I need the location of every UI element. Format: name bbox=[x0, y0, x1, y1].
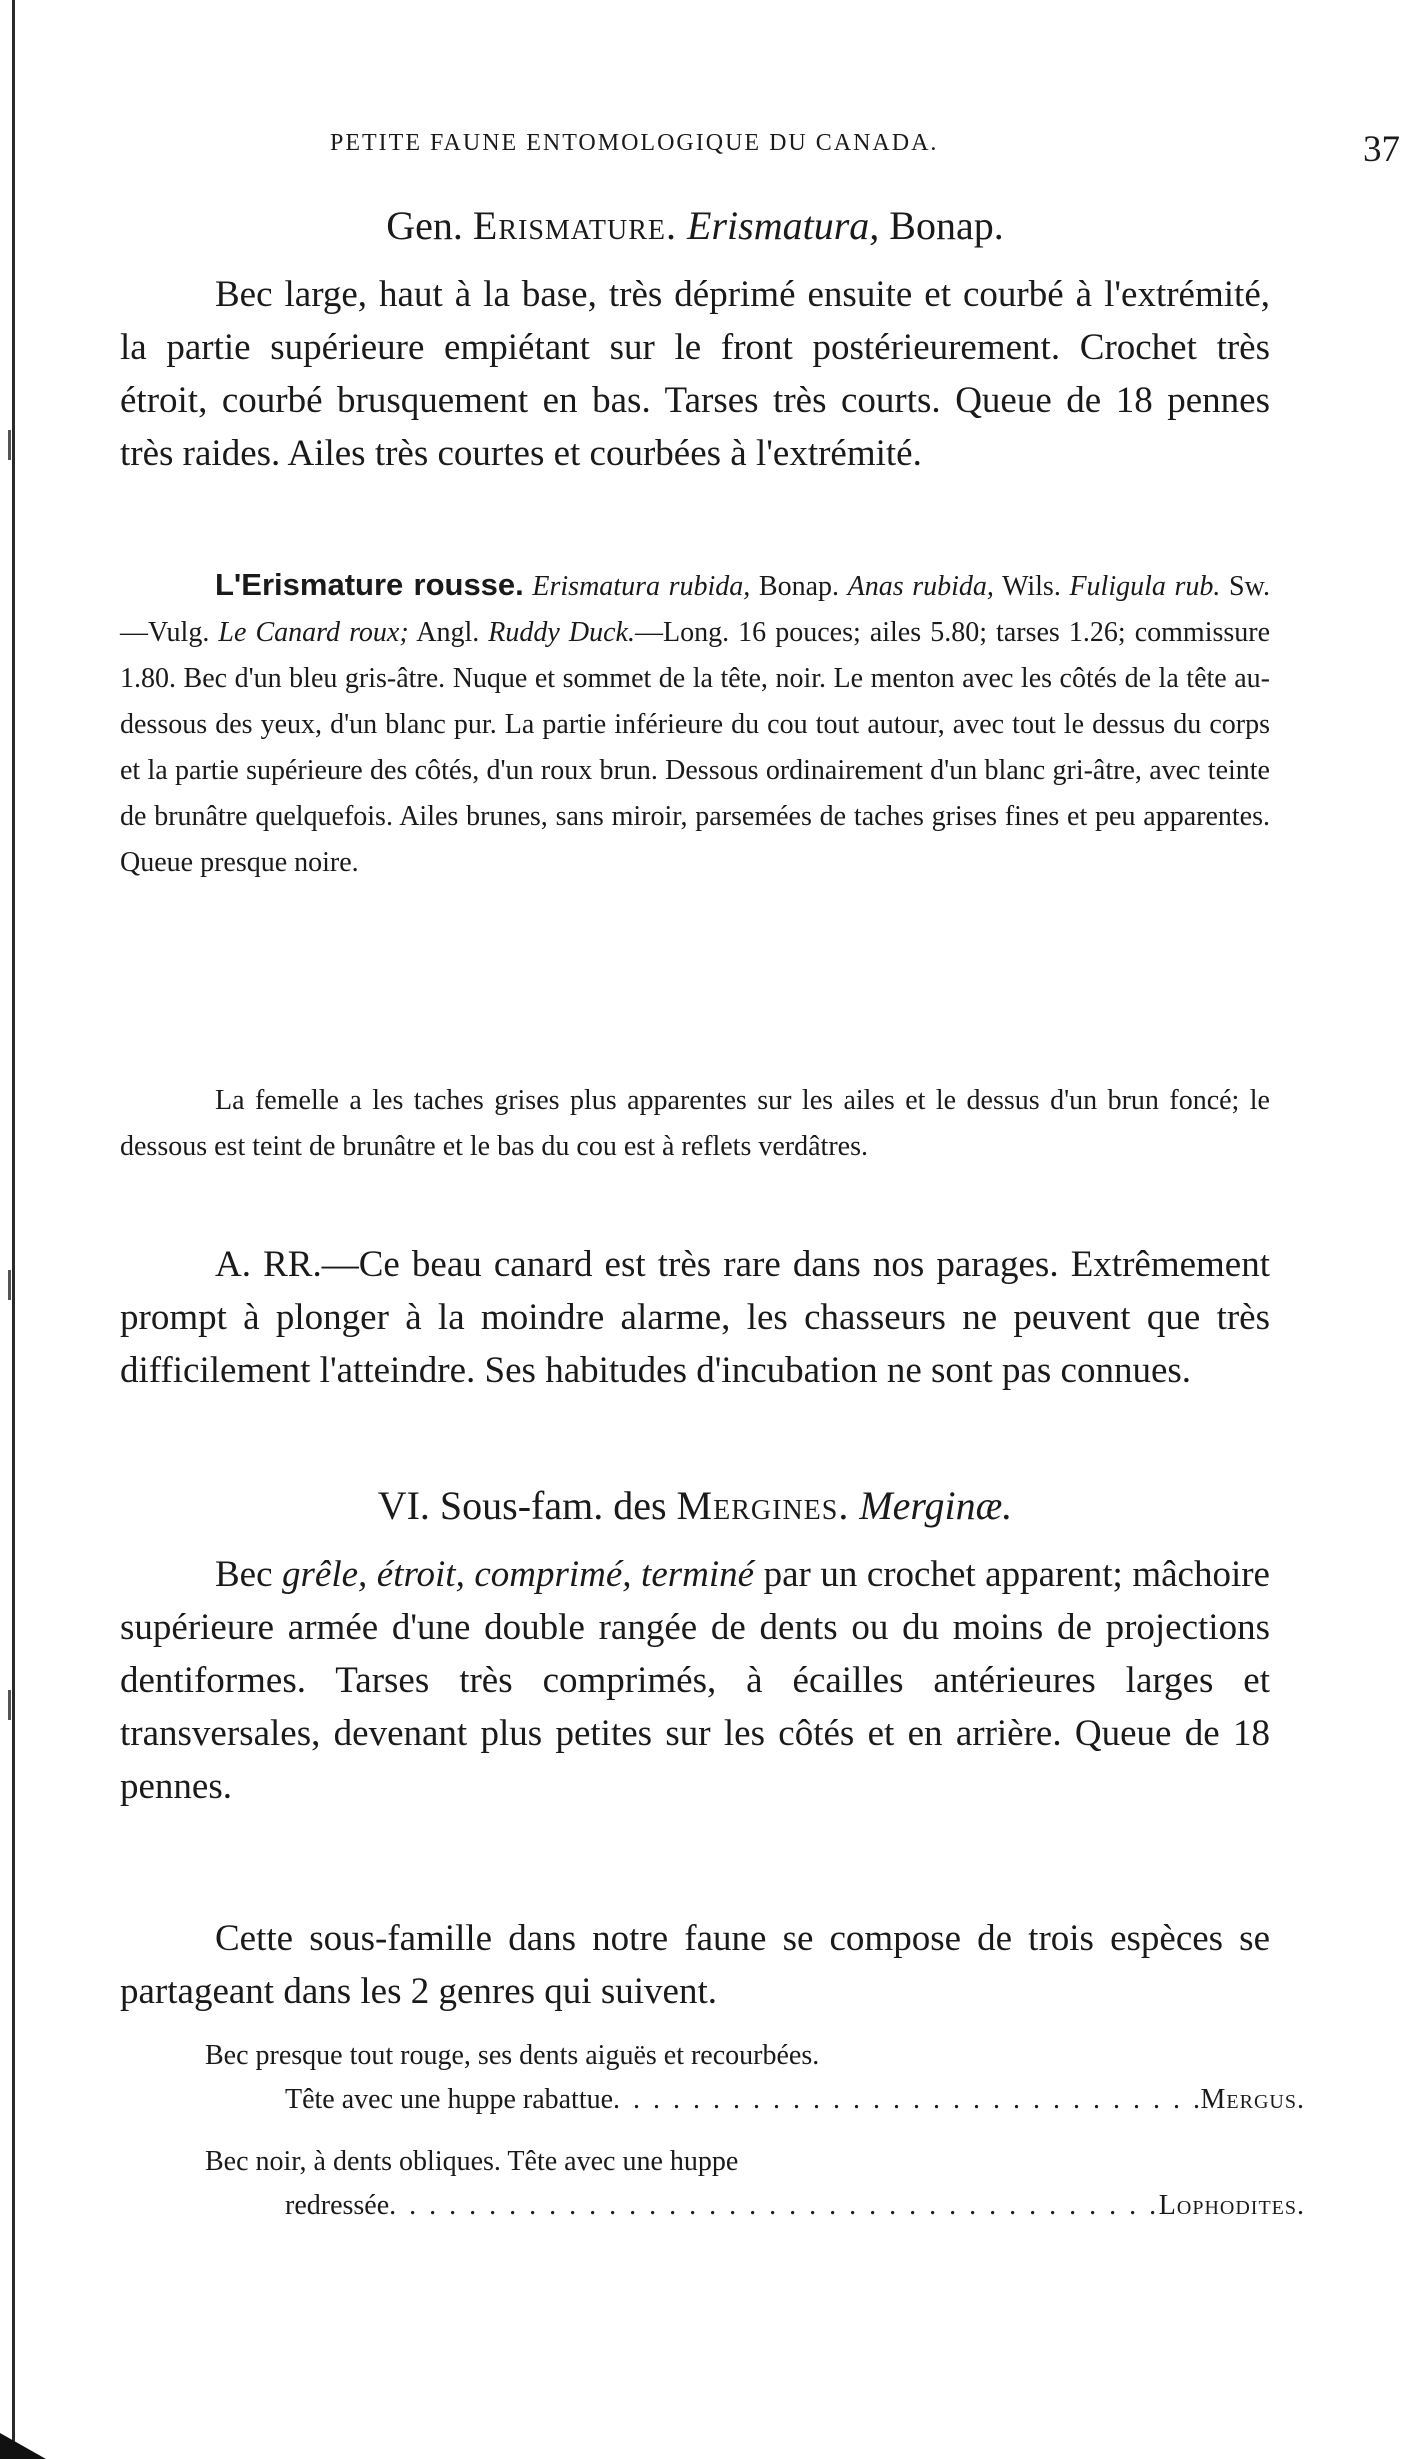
key-genus-mergus: Mergus. bbox=[1200, 2084, 1305, 2115]
edge-tick bbox=[8, 1270, 11, 1300]
page-number: 37 bbox=[1363, 129, 1400, 170]
species-text-f: Sw.—Vulg. bbox=[120, 571, 1271, 648]
species-text-h: Angl. bbox=[416, 617, 480, 648]
leader-dots bbox=[613, 2078, 1200, 2122]
subfamily-desc-a: Bec bbox=[215, 1554, 273, 1595]
rarity-note: A. RR.—Ce beau canard est très rare dans nos parages. Extrêmement prompt à plonger à la moindre alarme, les chasseurs ne peuvent que très difficilement l'atteindre. Ses habitudes d'incubation ne sont pas connues. bbox=[120, 1244, 1270, 1391]
key-line2-row bbox=[205, 2184, 1305, 2228]
running-title: PETITE FAUNE ENTOMOLOGIQUE DU CANADA. bbox=[330, 130, 939, 156]
genus-name: Erismature. bbox=[472, 203, 678, 248]
edge-tick bbox=[8, 430, 11, 460]
species-description bbox=[120, 562, 1270, 886]
species-text-a: Erismatura rubida, bbox=[532, 571, 751, 602]
genus-heading bbox=[120, 202, 1270, 249]
subfamily-prefix: VI. Sous-fam. des bbox=[377, 1483, 667, 1528]
species-text-j: —Long. 16 pouces; ailes 5.80; tarses 1.26; commissure 1.80. Bec d'un bleu gris-âtre. Nuque et sommet de la tête, noir. Le menton avec les côtés de la tête au-dessous des yeux, d'un blanc pur. La partie inférieure du cou tout autour, avec tout le dessus du corps et la partie supérieure des côtés, d'un roux brun. Dessous ordinairement d'un blanc gri-âtre, avec teinte de brunâtre quelquefois. Ailes brunes, sans miroir, parsemées de taches grises fines et peu apparentes. Queue presque noire. bbox=[120, 617, 1271, 878]
species-text-b: Bonap. bbox=[758, 571, 840, 602]
subfamily-desc-c: par un crochet apparent; mâchoire supérieure armée d'une double rangée de dents ou du moins de projections dentiformes. Tarses très comprimés, à écailles antérieures larges et transversales, devenant plus petites sur les côtés et en arrière. Queue de 18 pennes. bbox=[120, 1554, 1270, 1807]
key-line1-lead: Bec presque tout rouge, ses dents aiguës et recourbées. bbox=[205, 2040, 820, 2071]
subfamily-name: Mergines. bbox=[676, 1483, 850, 1528]
corner-mark bbox=[0, 2433, 46, 2459]
key-line2-lead: Bec noir, à dents obliques. Tête avec une huppe bbox=[205, 2146, 739, 2177]
species-text-g: Le Canard roux; bbox=[218, 617, 409, 648]
species-text-c: Anas rubida, bbox=[847, 571, 994, 602]
genus-key bbox=[205, 2034, 1305, 2228]
subfamily-description bbox=[120, 1548, 1270, 1813]
species-text-i: Ruddy Duck. bbox=[488, 617, 635, 648]
key-genus-lophodites: Lophodites. bbox=[1158, 2190, 1305, 2221]
key-line1-row bbox=[205, 2078, 1305, 2122]
species-text-d: Wils. bbox=[1002, 571, 1061, 602]
key-line2-text: redressée bbox=[285, 2190, 390, 2221]
subfamily-composition: Cette sous-famille dans notre faune se compose de trois espèces se partageant dans les 2 genres qui suivent. bbox=[120, 1918, 1270, 2012]
species-name: L'Erismature rousse. bbox=[215, 567, 524, 602]
subfamily-heading bbox=[120, 1482, 1270, 1529]
subfamily-desc-b: grêle, étroit, comprimé, terminé bbox=[282, 1554, 755, 1595]
edge-tick bbox=[8, 1690, 11, 1720]
genus-description: Bec large, haut à la base, très déprimé ensuite et courbé à l'extrémité, la partie supérieure empiétant sur le front postérieurement. Crochet très étroit, courbé brusquement en bas. Tarses très courts. Queue de 18 pennes très raides. Ailes très courtes et courbées à l'extrémité. bbox=[120, 274, 1270, 474]
subfamily-latin: Merginæ. bbox=[859, 1483, 1013, 1528]
key-line1-text: Tête avec une huppe rabattue bbox=[285, 2084, 614, 2115]
female-note: La femelle a les taches grises plus apparentes sur les ailes et le dessus d'un brun foncé; le dessous est teint de brunâtre et le bas du cou est à reflets verdâtres. bbox=[120, 1085, 1270, 1162]
species-text-e: Fuligula rub. bbox=[1069, 571, 1221, 602]
genus-prefix: Gen. bbox=[386, 203, 463, 248]
genus-author: Bonap. bbox=[889, 203, 1004, 248]
page-edge-line bbox=[12, 0, 15, 2459]
genus-latin: Erismatura, bbox=[687, 203, 880, 248]
leader-dots bbox=[389, 2184, 1159, 2228]
